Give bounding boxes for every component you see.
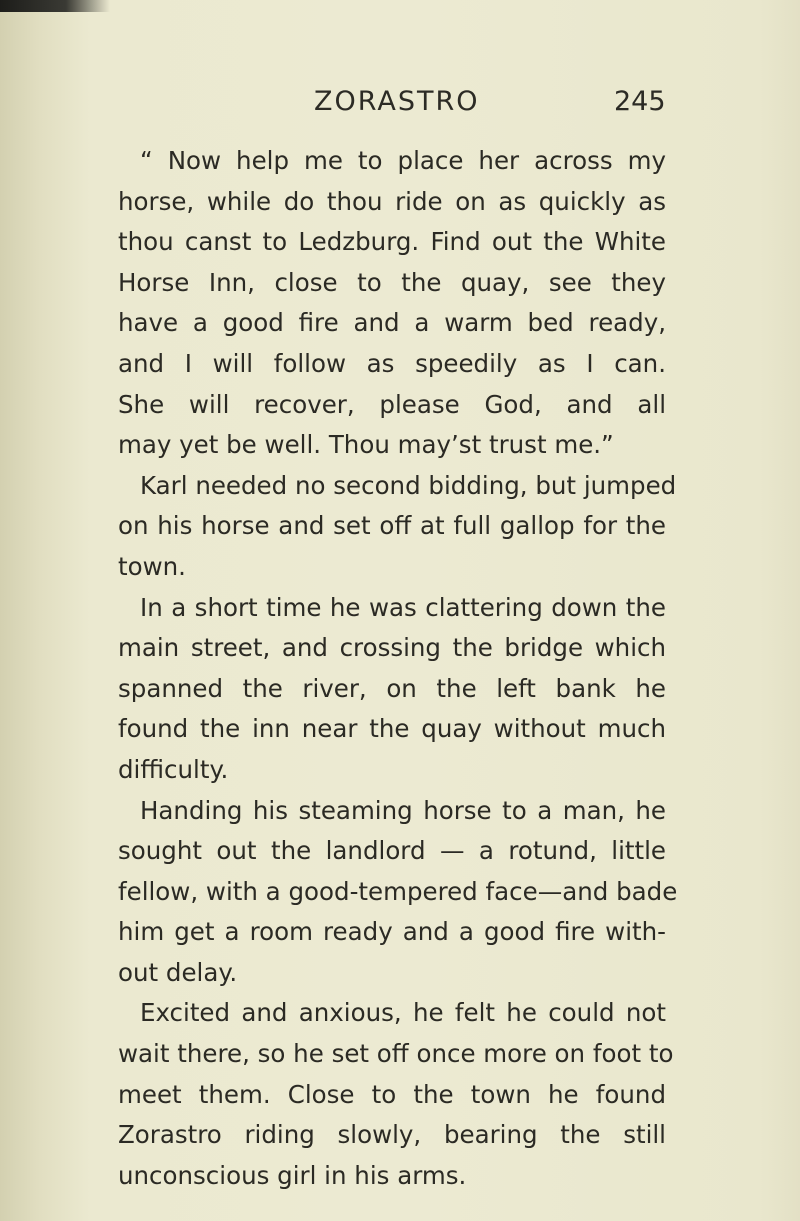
page-number: 245 <box>614 86 666 117</box>
text-line: found the inn near the quay without much <box>118 714 666 744</box>
text-line: Karl needed no second bidding, but jumped <box>140 470 677 500</box>
text-line: town. <box>118 551 186 581</box>
running-title: ZORASTRO <box>314 86 480 117</box>
text-line: and I will follow as speedily as I can. <box>118 348 666 378</box>
text-line: unconscious girl in his arms. <box>118 1160 467 1190</box>
paragraph <box>118 791 678 994</box>
text-line: main street, and crossing the bridge which <box>118 633 666 663</box>
text-line: sought out the landlord — a rotund, little <box>118 836 666 866</box>
text-line: In a short time he was clattering down the <box>140 592 666 622</box>
text-line: difficulty. <box>118 754 229 784</box>
text-line: meet them. Close to the town he found <box>118 1079 666 1109</box>
text-line: fellow, with a good-tempered face—and bade <box>118 876 678 906</box>
paragraph <box>118 588 666 791</box>
text-line: have a good fire and a warm bed ready, <box>118 308 666 338</box>
paragraph <box>118 466 677 588</box>
page-edge-shadow <box>0 0 110 12</box>
text-line: Horse Inn, close to the quay, see they <box>118 267 666 297</box>
text-line: him get a room ready and a good fire with- <box>118 917 666 947</box>
text-line: may yet be well. Thou may’st trust me.” <box>118 430 614 460</box>
text-line: She will recover, please God, and all <box>118 389 666 419</box>
running-header <box>0 86 800 126</box>
text-line: Handing his steaming horse to a man, he <box>140 795 666 825</box>
body-text <box>118 141 678 1196</box>
text-line: out delay. <box>118 957 238 987</box>
text-line: Excited and anxious, he felt he could not <box>140 998 666 1028</box>
paragraph <box>118 993 674 1196</box>
text-line: on his horse and set off at full gallop for the <box>118 511 666 541</box>
text-line: “ Now help me to place her across my <box>140 146 666 175</box>
paragraph <box>118 141 666 466</box>
text-line: thou canst to Ledzburg. Find out the White <box>118 227 666 257</box>
text-line: wait there, so he set off once more on foot to <box>118 1039 674 1069</box>
text-line: Zorastro riding slowly, bearing the still <box>118 1120 666 1150</box>
text-line: spanned the river, on the left bank he <box>118 673 666 703</box>
text-line: horse, while do thou ride on as quickly as <box>118 186 666 216</box>
